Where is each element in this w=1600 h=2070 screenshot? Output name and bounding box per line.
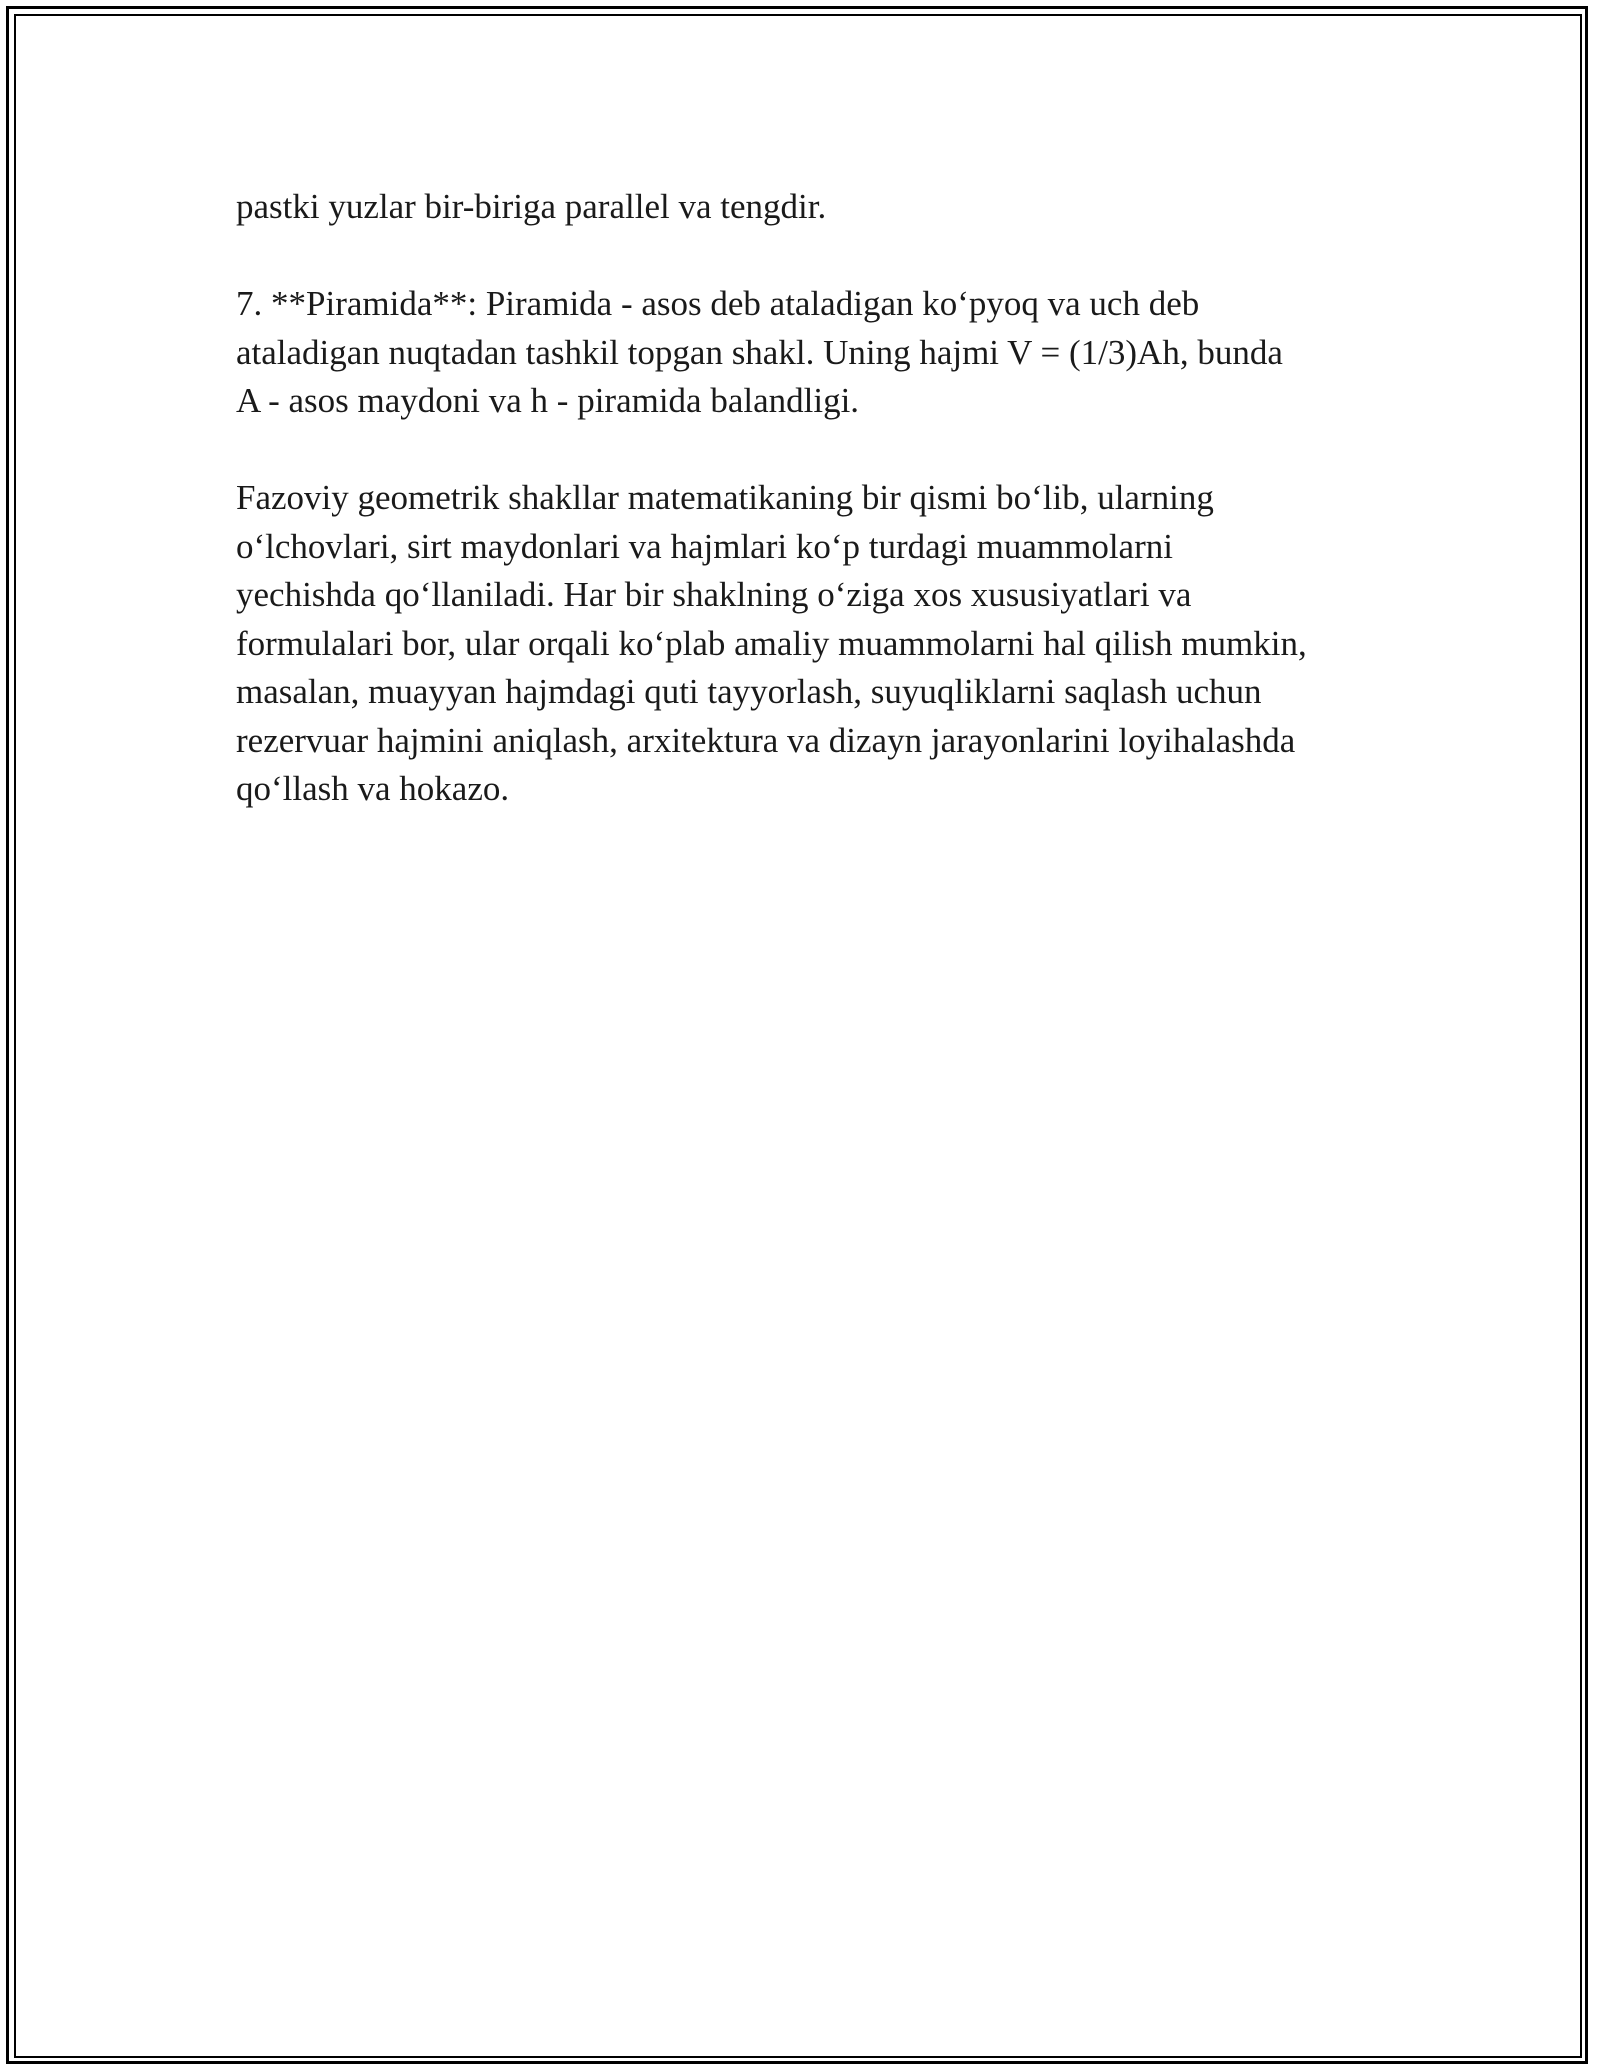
text-line: pastki yuzlar bir-biriga parallel va tengdir. bbox=[236, 187, 827, 226]
text-line: A - asos maydoni va h - piramida balandligi. bbox=[236, 381, 860, 420]
text-line: 7. **Piramida**: Piramida - asos deb ataladigan ko‘pyoq va uch deb bbox=[236, 284, 1200, 323]
text-line: yechishda qo‘llaniladi. Har bir shaklning o‘ziga xos xususiyatlari va bbox=[236, 575, 1192, 614]
paragraph-conclusion bbox=[236, 474, 1366, 814]
text-line: rezervuar hajmini aniqlash, arxitektura va dizayn jarayonlarini loyihalashda bbox=[236, 720, 1296, 760]
paragraph-prism-continuation bbox=[236, 183, 1366, 232]
text-line: o‘lchovlari, sirt maydonlari va hajmlari ko‘p turdagi muammolarni bbox=[236, 526, 1173, 566]
document-body bbox=[236, 183, 1366, 862]
paragraph-pyramid bbox=[236, 280, 1366, 426]
text-line: formulalari bor, ular orqali ko‘plab amaliy muammolarni hal qilish mumkin, bbox=[236, 623, 1307, 663]
text-line: Fazoviy geometrik shakllar matematikaning bir qismi bo‘lib, ularning bbox=[236, 478, 1214, 517]
text-line: ataladigan nuqtadan tashkil topgan shakl. Uning hajmi V = (1/3)Ah, bunda bbox=[236, 332, 1283, 372]
text-line: qo‘llash va hokazo. bbox=[236, 769, 510, 808]
text-line: masalan, muayyan hajmdagi quti tayyorlash, suyuqliklarni saqlash uchun bbox=[236, 672, 1262, 711]
